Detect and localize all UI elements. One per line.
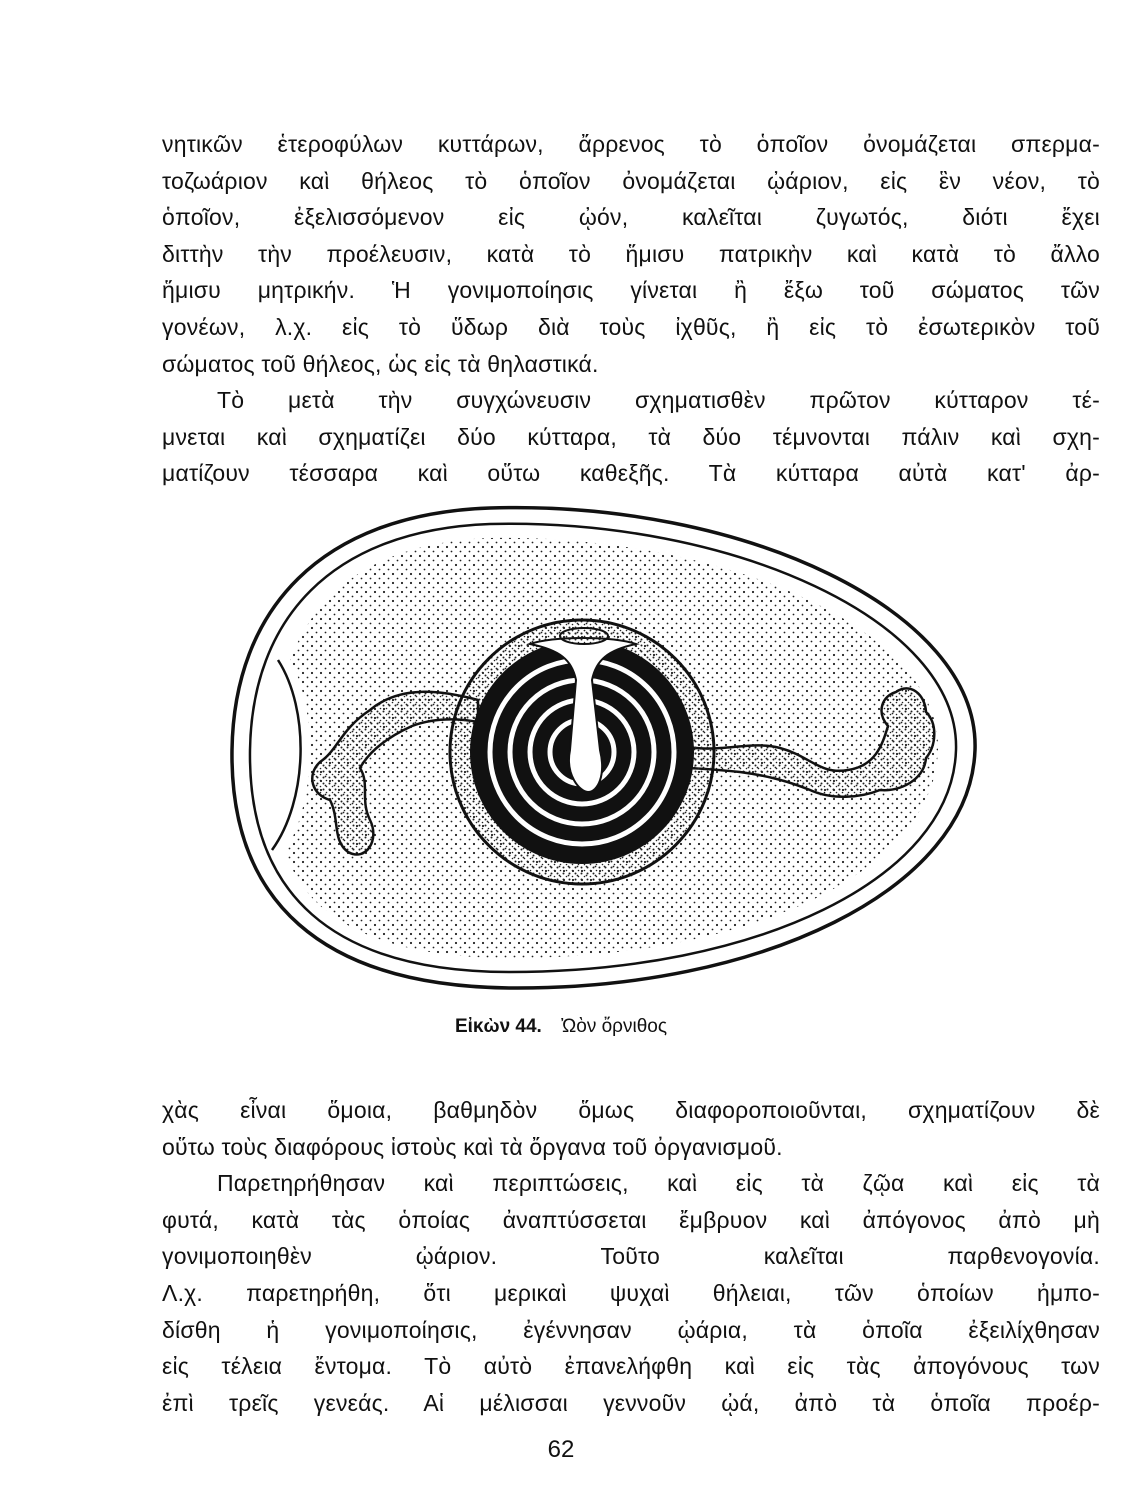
text-line: Παρετηρήθησαν καὶ περιπτώσεις, καὶ εἰς τὰ ζῷα καὶ εἰς τὰ	[217, 1170, 1100, 1197]
text-line: τοζωάριον καὶ θήλεος τὸ ὁποῖον ὀνομάζεται ᾠάριον, εἰς ἓν νέον, τὸ	[162, 167, 1100, 194]
text-line: γονέων, λ.χ. εἰς τὸ ὕδωρ διὰ τοὺς ἰχθῦς, ἢ εἰς τὸ ἐσωτερικὸν τοῦ	[162, 313, 1100, 340]
egg-illustration	[220, 500, 980, 1000]
text-line: ἐπὶ τρεῖς γενεάς. Αἱ μέλισσαι γεννοῦν ᾠά, ἀπὸ τὰ ὁποῖα προέρ-	[162, 1389, 1100, 1416]
text-line: φυτά, κατὰ τὰς ὁποίας ἀναπτύσσεται ἔμβρυον καὶ ἀπόγονος ἀπὸ μὴ	[162, 1206, 1100, 1233]
text-line: σώματος τοῦ θήλεος, ὡς εἰς τὰ θηλαστικά.	[162, 350, 599, 377]
text-line: ματίζουν τέσσαρα καὶ οὕτω καθεξῆς. Τὰ κύτταρα αὐτὰ κατ' ἀρ-	[162, 460, 1100, 487]
figure-title: Ὠὸν ὄρνιθος	[561, 1016, 667, 1037]
top-text-block	[162, 126, 1100, 492]
text-line: δίσθη ἡ γονιμοποίησις, ἐγέννησαν ᾠάρια, τὰ ὁποῖα ἐξειλίχθησαν	[162, 1316, 1100, 1343]
figure-label: Εἰκὼν 44.	[454, 1016, 542, 1037]
text-line: χὰς εἶναι ὅμοια, βαθμηδὸν ὅμως διαφοροποιοῦνται, σχηματίζουν δὲ	[162, 1097, 1100, 1123]
text-line: Λ.χ. παρετηρήθη, ὅτι μερικαὶ ψυχαὶ θήλειαι, τῶν ὁποίων ἠμπο-	[162, 1279, 1100, 1306]
text-line: ὁποῖον, ἐξελισσόμενον εἰς ᾠόν, καλεῖται ζυγωτός, διότι ἔχει	[162, 204, 1100, 231]
page-number: 62	[547, 1436, 575, 1463]
bottom-text-block	[162, 1092, 1100, 1421]
text-line: εἰς τέλεια ἔντομα. Τὸ αὐτὸ ἐπανελήφθη καὶ εἰς τὰς ἀπογόνους των	[162, 1353, 1100, 1380]
text-line: διττὴν τὴν προέλευσιν, κατὰ τὸ ἥμισυ πατρικὴν καὶ κατὰ τὸ ἄλλο	[162, 240, 1100, 267]
text-line: ἥμισυ μητρικήν. Ἡ γονιμοποίησις γίνεται ἢ ἔξω τοῦ σώματος τῶν	[162, 277, 1100, 304]
text-line: οὕτω τοὺς διαφόρους ἱστοὺς καὶ τὰ ὄργανα τοῦ ὀργανισμοῦ.	[162, 1133, 783, 1160]
text-line: νητικῶν ἑτεροφύλων κυττάρων, ἄρρενος τὸ ὁποῖον ὀνομάζεται σπερμα-	[162, 131, 1100, 157]
text-line: μνεται καὶ σχηματίζει δύο κύτταρα, τὰ δύο τέμνονται πάλιν καὶ σχη-	[162, 423, 1100, 450]
text-line: Τὸ μετὰ τὴν συγχώνευσιν σχηματισθὲν πρῶτον κύτταρον τέ-	[217, 387, 1100, 414]
germinal-disc	[560, 628, 608, 644]
text-line: γονιμοποιηθὲν ᾠάριον. Τοῦτο καλεῖται παρθενογονία.	[162, 1243, 1100, 1270]
figure-caption	[0, 1016, 1122, 1038]
